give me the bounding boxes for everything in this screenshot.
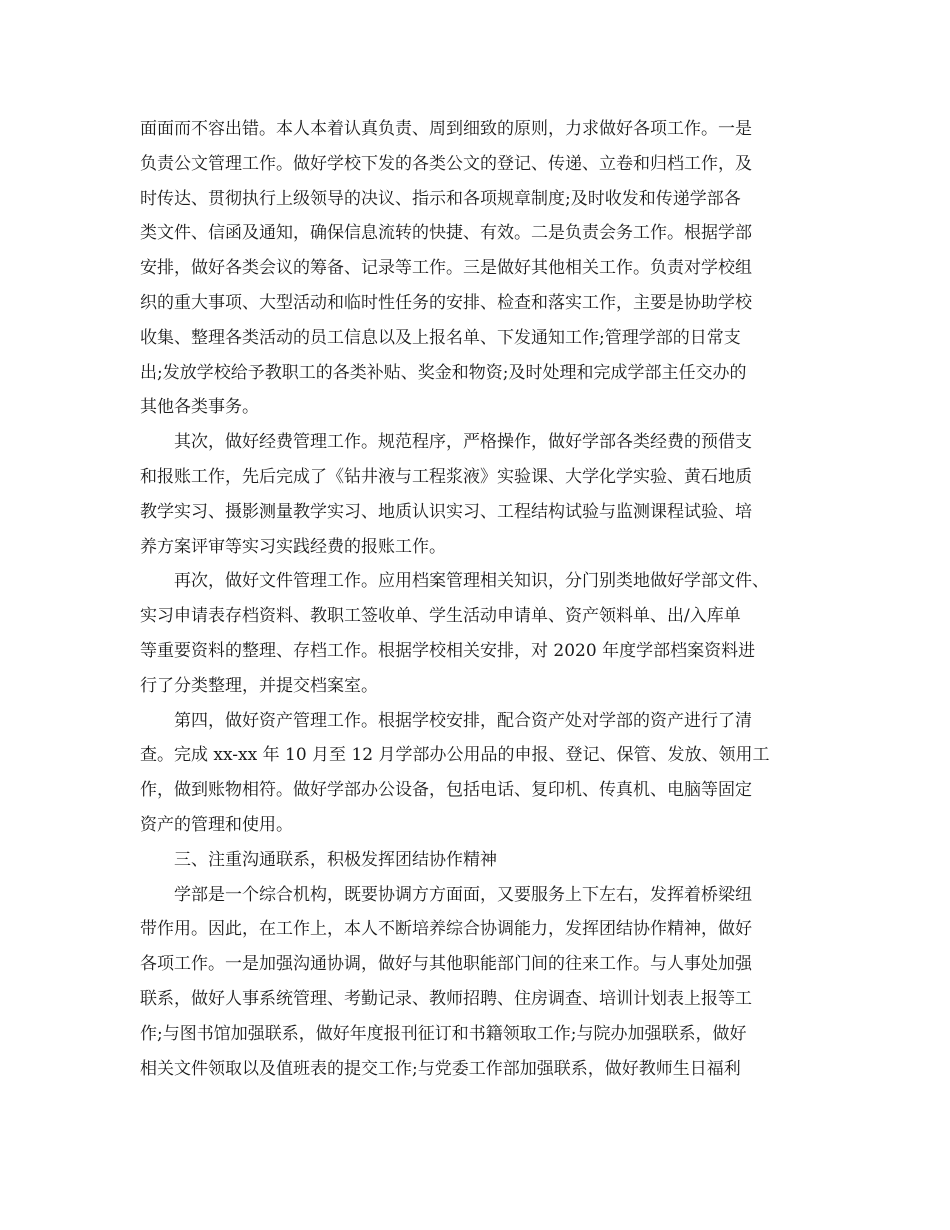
text-line: 织的重大事项、大型活动和临时性任务的安排、检查和落实工作，主要是协助学校 <box>140 292 752 313</box>
text-line: 收集、整理各类活动的员工信息以及上报名单、下发通知工作;管理学部的日常支 <box>140 327 741 348</box>
text-line: 出;发放学校给予教职工的各类补贴、奖金和物资;及时处理和完成学部主任交办的 <box>140 362 747 383</box>
text-line: 类文件、信函及通知，确保信息流转的快捷、有效。二是负责会务工作。根据学部 <box>140 223 752 244</box>
text-line: 联系，做好人事系统管理、考勤记录、教师招聘、住房调查、培训计划表上报等工 <box>140 988 752 1009</box>
text-line: 带作用。因此，在工作上，本人不断培养综合协调能力，发挥团结协作精神，做好 <box>140 919 752 940</box>
text-line: 作，做到账物相符。做好学部办公设备，包括电话、复印机、传真机、电脑等固定 <box>140 780 752 801</box>
section-heading: 三、注重沟通联系，积极发挥团结协作精神 <box>174 849 497 870</box>
paragraph-start-line: 其次，做好经费管理工作。规范程序，严格操作，做好学部各类经费的预借支 <box>174 432 752 453</box>
paragraph-start-line: 第四，做好资产管理工作。根据学校安排，配合资产处对学部的资产进行了清 <box>174 710 752 731</box>
text-line: 教学实习、摄影测量教学实习、地质认识实习、工程结构试验与监测课程试验、培 <box>140 501 752 522</box>
text-line: 和报账工作，先后完成了《钻井液与工程浆液》实验课、大学化学实验、黄石地质 <box>140 466 752 487</box>
text-line: 相关文件领取以及值班表的提交工作;与党委工作部加强联系，做好教师生日福利 <box>140 1058 741 1079</box>
text-line: 时传达、贯彻执行上级领导的决议、指示和各项规章制度;及时收发和传递学部各 <box>140 188 741 209</box>
text-line: 负责公文管理工作。做好学校下发的各类公文的登记、传递、立卷和归档工作，及 <box>140 153 752 174</box>
document-body <box>140 112 830 1086</box>
text-line: 安排，做好各类会议的筹备、记录等工作。三是做好其他相关工作。负责对学校组 <box>140 258 752 279</box>
text-line: 作;与图书馆加强联系，做好年度报刊征订和书籍领取工作;与院办加强联系，做好 <box>140 1023 747 1044</box>
text-line: 实习申请表存档资料、教职工签收单、学生活动申请单、资产领料单、出/入库单 <box>140 606 741 627</box>
text-line: 等重要资料的整理、存档工作。根据学校相关安排，对 2020 年度学部档案资料进 <box>140 640 756 661</box>
text-line: 各项工作。一是加强沟通协调，做好与其他职能部门间的往来工作。与人事处加强 <box>140 954 752 975</box>
text-line: 查。完成 xx-xx 年 10 月至 12 月学部办公用品的申报、登记、保管、发放、领用工 <box>140 745 770 766</box>
text-line: 面面而不容出错。本人本着认真负责、周到细致的原则，力求做好各项工作。一是 <box>140 119 752 139</box>
text-line: 行了分类整理，并提交档案室。 <box>140 675 378 696</box>
paragraph-start-line: 再次，做好文件管理工作。应用档案管理相关知识，分门别类地做好学部文件、 <box>174 571 769 592</box>
text-line: 其他各类事务。 <box>140 397 259 418</box>
text-line: 养方案评审等实习实践经费的报账工作。 <box>140 536 446 557</box>
paragraph-start-line: 学部是一个综合机构，既要协调方方面面，又要服务上下左右，发挥着桥梁纽 <box>174 884 752 905</box>
text-line: 资产的管理和使用。 <box>140 814 293 835</box>
